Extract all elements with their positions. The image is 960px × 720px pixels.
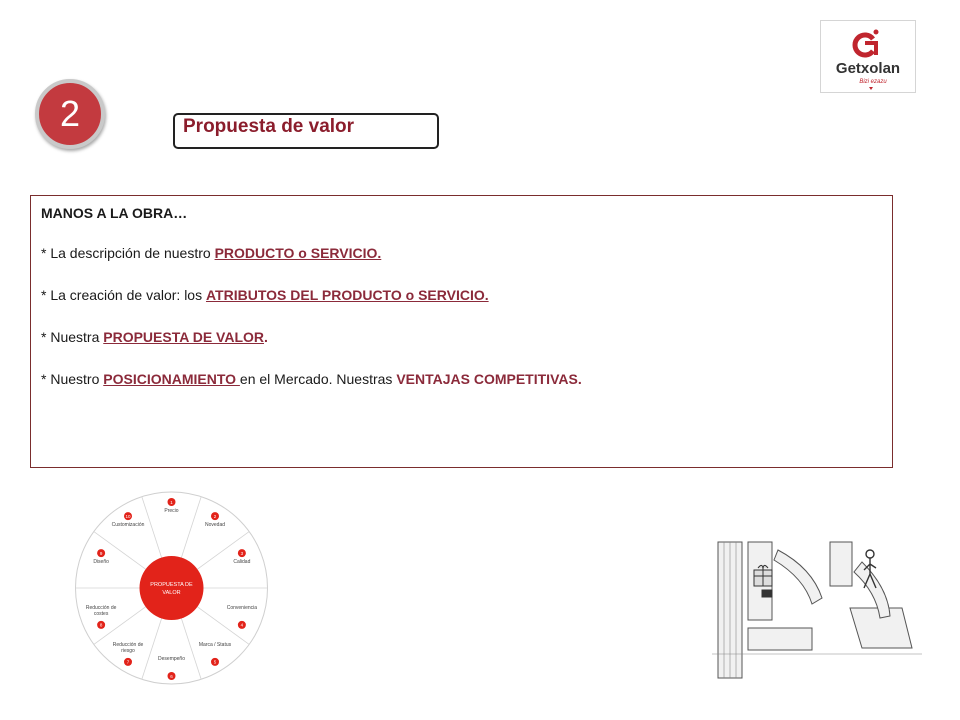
segment-number: 5	[213, 659, 217, 665]
slide-title-box	[173, 113, 439, 149]
segment-number: 10	[125, 513, 131, 519]
item-text: * La descripción de nuestro	[41, 245, 215, 261]
item-text: * Nuestro	[41, 371, 104, 387]
segment-number: 1	[170, 499, 173, 505]
item-highlight: ATRIBUTOS DEL PRODUCTO o SERVICIO.	[205, 287, 489, 303]
segment-label: Conveniencia	[226, 604, 258, 611]
segment-number: 4	[240, 622, 244, 628]
segment-label: costes	[93, 610, 109, 617]
item-text: * La creación de valor: los	[41, 287, 206, 303]
content-item-1	[41, 244, 882, 262]
item-highlight: PROPUESTA DE VALOR	[103, 329, 265, 345]
wheel-center-label: VALOR	[162, 590, 181, 596]
item-text: * Nuestra	[41, 329, 104, 345]
segment-number: 2	[213, 513, 217, 519]
wheel-center-label: PROPUESTA DE	[150, 582, 193, 588]
logo-tagline: Bizi ezazu	[859, 79, 887, 85]
segment-label: Calidad	[233, 559, 251, 566]
logo-mark-icon	[855, 30, 879, 56]
segment-label: Novedad	[204, 522, 226, 529]
segment-number: 9	[99, 550, 103, 556]
segment-number: 8	[99, 622, 103, 628]
segment-label: Marca / Status	[198, 641, 232, 648]
wheel-center	[140, 556, 204, 620]
segment-label: Customización	[111, 522, 145, 529]
item-highlight: POSICIONAMIENTO	[103, 371, 240, 387]
segment-number: 3	[240, 550, 244, 556]
segment-label: Desempeño	[158, 656, 185, 662]
content-item-4	[41, 370, 882, 388]
slide-number: 2	[59, 93, 81, 134]
segment-label: riesgo	[121, 647, 135, 654]
item-middle: en el Mercado. Nuestras	[239, 371, 397, 387]
slide-title: Propuesta de valor	[183, 116, 355, 137]
item-suffix: .	[264, 329, 268, 345]
item-highlight-2: VENTAJAS COMPETITIVAS.	[396, 371, 582, 387]
segment-number: 6	[170, 673, 173, 679]
slide-number-badge	[35, 79, 105, 149]
segment-label: Precio	[164, 508, 179, 514]
logo-name: Getxolan	[835, 60, 901, 77]
segment-label: Reducción de	[85, 604, 117, 611]
content-heading: MANOS A LA OBRA…	[41, 205, 188, 221]
maze-illustration	[712, 538, 922, 688]
item-highlight: PRODUCTO o SERVICIO.	[214, 245, 382, 261]
segment-number: 7	[126, 659, 130, 665]
getxolan-logo	[820, 20, 916, 93]
segment-label: Reducción de	[112, 641, 144, 648]
segment-label: Diseño	[93, 559, 109, 566]
content-box	[30, 195, 893, 468]
content-item-3	[41, 328, 882, 346]
value-proposition-wheel	[66, 490, 277, 686]
content-item-2	[41, 286, 882, 304]
